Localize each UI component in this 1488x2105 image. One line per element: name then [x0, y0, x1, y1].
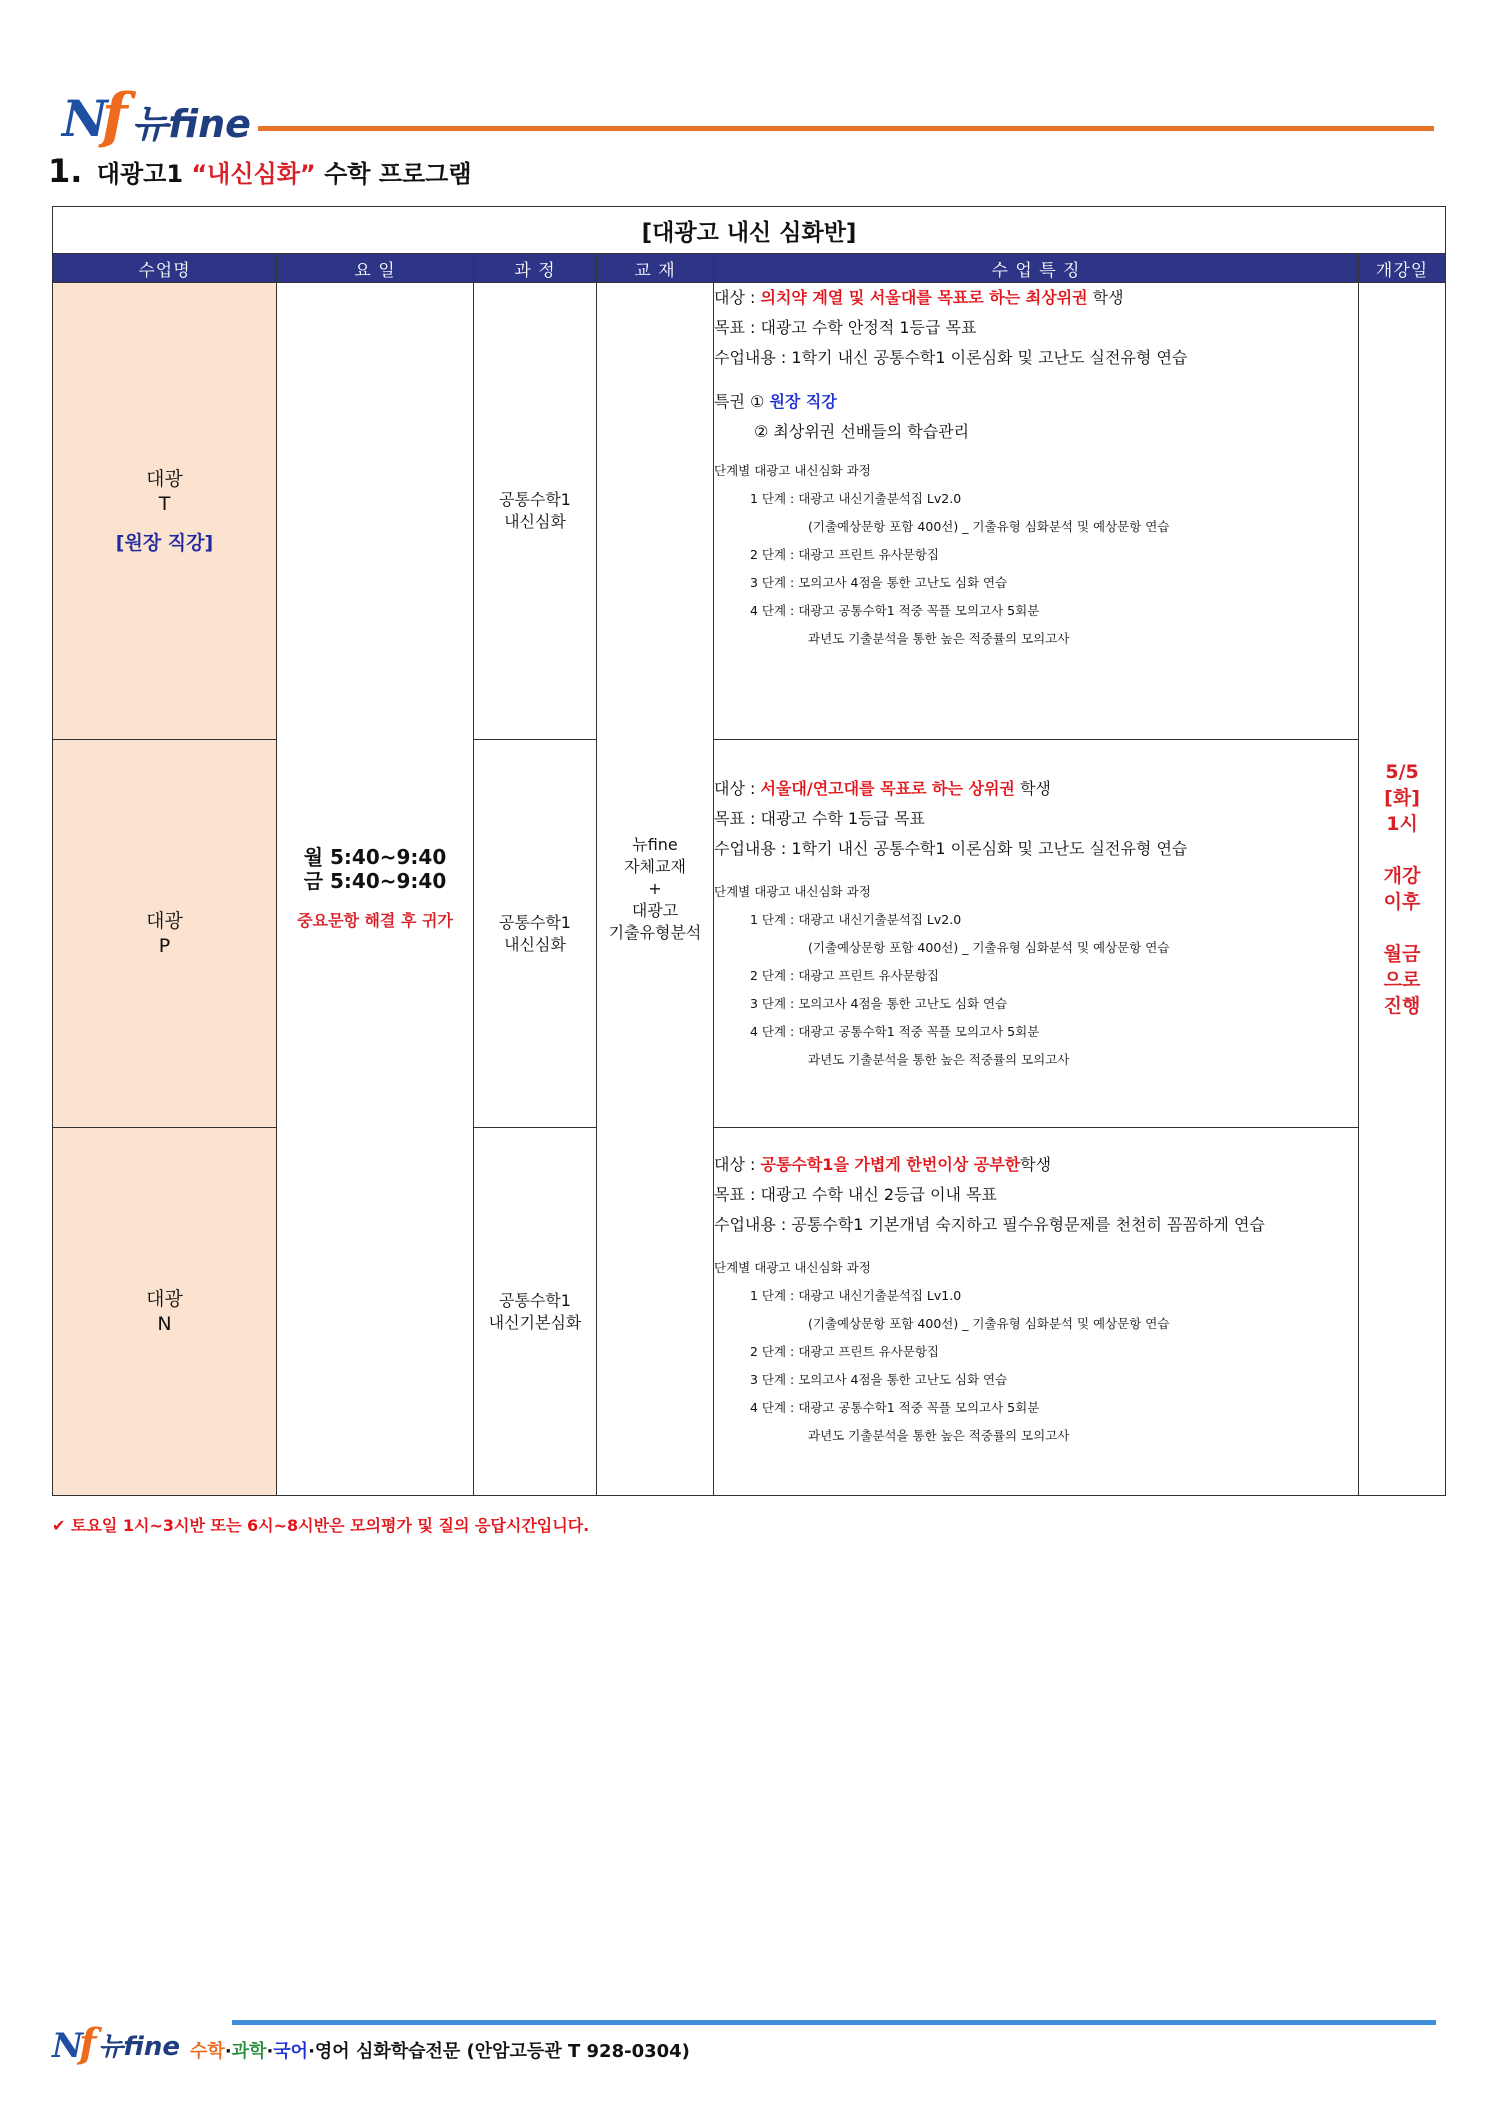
step-sub-line: (기출예상문항 포함 400선) _ 기출유형 심화분석 및 예상문항 연습 [808, 519, 1170, 534]
open-date-line: 개강 [1383, 865, 1421, 887]
title-prefix: 대광고1 [96, 160, 184, 188]
material-line: 뉴fine [632, 835, 678, 854]
material-line: 대광고 [631, 901, 679, 920]
header-course: 과 정 [474, 254, 597, 283]
step-line: 3 단계 : 모의고사 4점을 통한 고난도 심화 연습 [750, 1372, 1008, 1387]
course-line: 내신기본심화 [488, 1312, 582, 1332]
schedule-cell [277, 283, 474, 1496]
material-line: 기출유형분석 [608, 923, 702, 942]
class-name-cell [53, 740, 277, 1128]
course-cell [474, 1128, 597, 1496]
class-name: 대광 [146, 1287, 183, 1310]
step-line: 3 단계 : 모의고사 4점을 통한 고난도 심화 연습 [750, 996, 1008, 1011]
target-line: 대상 : 공통수학1을 가볍게 한번이상 공부한학생 [714, 1155, 1052, 1174]
course-cell [474, 740, 597, 1128]
class-code: T [158, 492, 171, 515]
footer-text: 수학·과학·국어·영어 심화학습전문 (안암고등관 T 928-0304) [190, 2041, 690, 2062]
perk-line: 특권 ① 원장 직강 [714, 392, 837, 411]
content-line: 수업내용 : 1학기 내신 공통수학1 이론심화 및 고난도 실전유형 연습 [714, 839, 1188, 858]
step-line: 2 단계 : 대광고 프린트 유사문항집 [750, 1344, 940, 1359]
course-line: 공통수학1 [498, 490, 571, 509]
perk-line: ② 최상위권 선배들의 학습관리 [754, 422, 970, 441]
open-date-line: 으로 [1383, 969, 1421, 991]
saturday-note: ✔ 토요일 1시~3시반 또는 6시~8시반은 모의평가 및 질의 응답시간입니다. [52, 1516, 590, 1535]
class-code: P [158, 934, 171, 957]
schedule-line: 월 5:40~9:40 [303, 845, 447, 869]
course-line: 공통수학1 [498, 1290, 571, 1310]
schedule-line: 금 5:40~9:40 [303, 869, 447, 893]
step-line: 1 단계 : 대광고 내신기출분석집 Lv2.0 [750, 912, 962, 927]
nf-logo-icon: Nf [62, 81, 122, 151]
section-number: 1. [48, 152, 83, 190]
course-line: 내신심화 [504, 934, 566, 954]
header-open-date: 개강일 [1359, 254, 1446, 283]
step-sub-line: 과년도 기출분석을 통한 높은 적중률의 모의고사 [808, 631, 1070, 646]
step-line: 2 단계 : 대광고 프린트 유사문항집 [750, 547, 940, 562]
header-rule [258, 126, 1434, 131]
open-date-cell [1359, 283, 1446, 1496]
features-cell [714, 740, 1359, 1128]
brand-logo [62, 81, 251, 151]
steps-header: 단계별 대광고 내신심화 과정 [714, 1260, 871, 1275]
course-cell [474, 283, 597, 740]
step-sub-line: (기출예상문항 포함 400선) _ 기출유형 심화분석 및 예상문항 연습 [808, 940, 1170, 955]
title-highlight: “내신심화” [191, 160, 316, 188]
open-date-line: 이후 [1383, 891, 1421, 913]
table-header-row [53, 254, 1446, 283]
material-line: + [648, 879, 662, 898]
step-line: 4 단계 : 대광고 공통수학1 적중 꼭플 모의고사 5회분 [750, 603, 1040, 618]
steps-header: 단계별 대광고 내신심화 과정 [714, 463, 871, 478]
target-line: 대상 : 서울대/연고대를 목표로 하는 상위권 학생 [714, 779, 1051, 798]
course-line: 공통수학1 [498, 912, 571, 932]
footer [52, 2020, 690, 2067]
step-line: 4 단계 : 대광고 공통수학1 적중 꼭플 모의고사 5회분 [750, 1400, 1040, 1415]
title-suffix: 수학 프로그램 [324, 160, 472, 188]
target-line: 대상 : 의치약 계열 및 서울대를 목표로 하는 최상위권 학생 [714, 288, 1124, 307]
header-class-name: 수업명 [53, 254, 277, 283]
nf-logo-icon: Nf [52, 2020, 93, 2067]
open-date-line: 월금 [1383, 943, 1421, 965]
goal-line: 목표 : 대광고 수학 1등급 목표 [714, 809, 926, 828]
goal-line: 목표 : 대광고 수학 내신 2등급 이내 목표 [714, 1185, 998, 1204]
content-line: 수업내용 : 1학기 내신 공통수학1 이론심화 및 고난도 실전유형 연습 [714, 348, 1188, 367]
step-sub-line: (기출예상문항 포함 400선) _ 기출유형 심화분석 및 예상문항 연습 [808, 1316, 1170, 1331]
step-line: 3 단계 : 모의고사 4점을 통한 고난도 심화 연습 [750, 575, 1008, 590]
course-line: 내신심화 [504, 512, 566, 531]
header-features: 수 업 특 징 [714, 254, 1359, 283]
features-cell [714, 283, 1359, 740]
class-code: N [157, 1312, 172, 1335]
open-date-line: [화] [1384, 787, 1420, 809]
class-name: 대광 [146, 467, 183, 490]
schedule-note: 중요문항 해결 후 귀가 [297, 911, 453, 930]
class-name: 대광 [146, 909, 183, 932]
step-line: 2 단계 : 대광고 프린트 유사문항집 [750, 968, 940, 983]
class-name-cell [53, 283, 277, 740]
footer-rule [232, 2020, 1436, 2025]
step-line: 4 단계 : 대광고 공통수학1 적중 꼭플 모의고사 5회분 [750, 1024, 1040, 1039]
material-line: 자체교재 [624, 857, 686, 876]
step-sub-line: 과년도 기출분석을 통한 높은 적중률의 모의고사 [808, 1052, 1070, 1067]
material-cell [597, 283, 714, 1496]
table-row [53, 1128, 1446, 1496]
open-date-line: 진행 [1383, 995, 1421, 1017]
header-material: 교 재 [597, 254, 714, 283]
open-date-line: 1시 [1386, 813, 1418, 835]
table-row [53, 283, 1446, 740]
open-date-line: 5/5 [1385, 761, 1419, 783]
footer-brand: 뉴fine [98, 2032, 181, 2062]
table-caption: [대광고 내신 심화반] [53, 207, 1446, 254]
program-table [52, 206, 1446, 1496]
step-sub-line: 과년도 기출분석을 통한 높은 적중률의 모의고사 [808, 1428, 1070, 1443]
class-name-cell [53, 1128, 277, 1496]
goal-line: 목표 : 대광고 수학 안정적 1등급 목표 [714, 318, 977, 337]
step-line: 1 단계 : 대광고 내신기출분석집 Lv1.0 [750, 1288, 962, 1303]
content-line: 수업내용 : 공통수학1 기본개념 숙지하고 필수유형문제를 천천히 꼼꼼하게 연습 [714, 1215, 1265, 1234]
class-subtitle: [원장 직강] [115, 531, 214, 554]
step-line: 1 단계 : 대광고 내신기출분석집 Lv2.0 [750, 491, 962, 506]
section-title [48, 152, 472, 190]
table-row [53, 740, 1446, 1128]
steps-header: 단계별 대광고 내신심화 과정 [714, 884, 871, 899]
features-cell [714, 1128, 1359, 1496]
brand-name: 뉴fine [131, 102, 251, 146]
header-day: 요 일 [277, 254, 474, 283]
